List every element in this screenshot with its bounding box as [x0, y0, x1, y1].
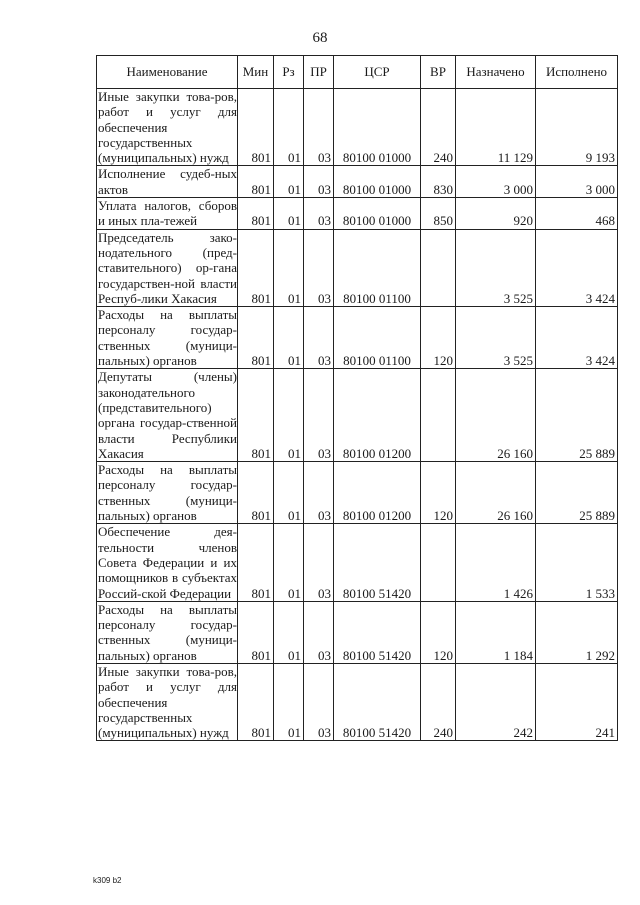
- row-csr: 80100 01200: [334, 369, 421, 462]
- row-min: 801: [238, 198, 274, 230]
- row-vr: [421, 524, 456, 601]
- row-pr: 03: [304, 524, 334, 601]
- row-csr: 80100 01000: [334, 89, 421, 166]
- row-executed: 25 889: [536, 369, 618, 462]
- row-pr: 03: [304, 229, 334, 306]
- row-min: 801: [238, 462, 274, 524]
- row-name: Уплата налогов, сборов и иных пла-тежей: [98, 198, 237, 229]
- row-min: 801: [238, 307, 274, 369]
- row-min: 801: [238, 89, 274, 166]
- header-pr: ПР: [304, 56, 334, 89]
- row-rz: 01: [274, 524, 304, 601]
- row-executed: 241: [536, 663, 618, 740]
- header-executed: Исполнено: [536, 56, 618, 89]
- header-vr: ВР: [421, 56, 456, 89]
- row-pr: 03: [304, 166, 334, 198]
- row-executed: 3 424: [536, 307, 618, 369]
- table-row: [97, 369, 618, 462]
- row-rz: 01: [274, 229, 304, 306]
- row-executed: 3 000: [536, 166, 618, 198]
- row-csr: 80100 01100: [334, 307, 421, 369]
- row-name: Расходы на выплаты персоналу государ-ственных (муници-пальных) органов: [98, 462, 237, 524]
- row-pr: 03: [304, 663, 334, 740]
- row-name: Расходы на выплаты персоналу государ-ственных (муници-пальных) органов: [98, 307, 237, 369]
- row-name: Обеспечение дея-тельности членов Совета Федерации и их помощников в субъектах Россий-ской Федерации: [98, 524, 237, 601]
- row-vr: [421, 229, 456, 306]
- row-executed: 3 424: [536, 229, 618, 306]
- table-row: [97, 663, 618, 740]
- row-rz: 01: [274, 89, 304, 166]
- header-assigned: Назначено: [456, 56, 536, 89]
- row-name: Депутаты (члены) законодательного (представительного) органа государ-ственной власти Республики Хакасия: [98, 369, 237, 461]
- row-csr: 80100 51420: [334, 524, 421, 601]
- row-assigned: 3 525: [456, 229, 536, 306]
- row-executed: 1 292: [536, 601, 618, 663]
- row-executed: 25 889: [536, 462, 618, 524]
- table-row: [97, 524, 618, 601]
- row-assigned: 3 000: [456, 166, 536, 198]
- row-csr: 80100 01200: [334, 462, 421, 524]
- row-vr: 240: [421, 89, 456, 166]
- row-rz: 01: [274, 462, 304, 524]
- row-pr: 03: [304, 89, 334, 166]
- row-name: Иные закупки това-ров, работ и услуг для обеспечения государственных (муниципальных) нужд: [98, 89, 237, 166]
- row-name: Председатель зако-нодательного (пред-ставительного) ор-гана государствен-ной власти Респуб-лики Хакасия: [98, 229, 237, 306]
- row-assigned: 1 184: [456, 601, 536, 663]
- row-csr: 80100 01100: [334, 229, 421, 306]
- row-vr: 240: [421, 663, 456, 740]
- row-vr: 120: [421, 307, 456, 369]
- page-number: 68: [312, 30, 328, 46]
- row-min: 801: [238, 601, 274, 663]
- row-name: Иные закупки това-ров, работ и услуг для обеспечения государственных (муниципальных) нужд: [98, 663, 237, 741]
- table-row: [97, 601, 618, 663]
- header-csr: ЦСР: [334, 56, 421, 89]
- row-assigned: 242: [456, 663, 536, 740]
- row-rz: 01: [274, 601, 304, 663]
- table-header-row: [97, 56, 618, 89]
- table-row: [97, 89, 618, 166]
- row-csr: 80100 01000: [334, 166, 421, 198]
- row-assigned: 26 160: [456, 369, 536, 462]
- row-rz: 01: [274, 369, 304, 462]
- table-row: [97, 462, 618, 524]
- row-vr: [421, 369, 456, 462]
- row-pr: 03: [304, 601, 334, 663]
- row-assigned: 3 525: [456, 307, 536, 369]
- row-csr: 80100 51420: [334, 601, 421, 663]
- table-row: [97, 229, 618, 306]
- budget-table: [96, 55, 618, 741]
- row-rz: 01: [274, 307, 304, 369]
- row-assigned: 1 426: [456, 524, 536, 601]
- row-name: Расходы на выплаты персоналу государ-ственных (муници-пальных) органов: [98, 601, 237, 663]
- row-csr: 80100 01000: [334, 198, 421, 230]
- row-executed: 1 533: [536, 524, 618, 601]
- row-pr: 03: [304, 462, 334, 524]
- table-row: [97, 166, 618, 198]
- row-vr: 850: [421, 198, 456, 230]
- row-assigned: 11 129: [456, 89, 536, 166]
- row-vr: 120: [421, 601, 456, 663]
- row-pr: 03: [304, 198, 334, 230]
- row-rz: 01: [274, 663, 304, 740]
- row-executed: 468: [536, 198, 618, 230]
- row-min: 801: [238, 229, 274, 306]
- row-pr: 03: [304, 307, 334, 369]
- row-csr: 80100 51420: [334, 663, 421, 740]
- row-min: 801: [238, 663, 274, 740]
- row-assigned: 26 160: [456, 462, 536, 524]
- header-min: Мин: [238, 56, 274, 89]
- row-rz: 01: [274, 198, 304, 230]
- footer-code: k309 b2: [93, 876, 122, 885]
- row-min: 801: [238, 524, 274, 601]
- row-min: 801: [238, 166, 274, 198]
- row-vr: 830: [421, 166, 456, 198]
- row-executed: 9 193: [536, 89, 618, 166]
- row-rz: 01: [274, 166, 304, 198]
- row-pr: 03: [304, 369, 334, 462]
- row-name: Исполнение судеб-ных актов: [98, 166, 237, 197]
- header-name: Наименование: [97, 56, 238, 89]
- row-assigned: 920: [456, 198, 536, 230]
- header-rz: Рз: [274, 56, 304, 89]
- row-vr: 120: [421, 462, 456, 524]
- row-min: 801: [238, 369, 274, 462]
- table-row: [97, 198, 618, 230]
- table-row: [97, 307, 618, 369]
